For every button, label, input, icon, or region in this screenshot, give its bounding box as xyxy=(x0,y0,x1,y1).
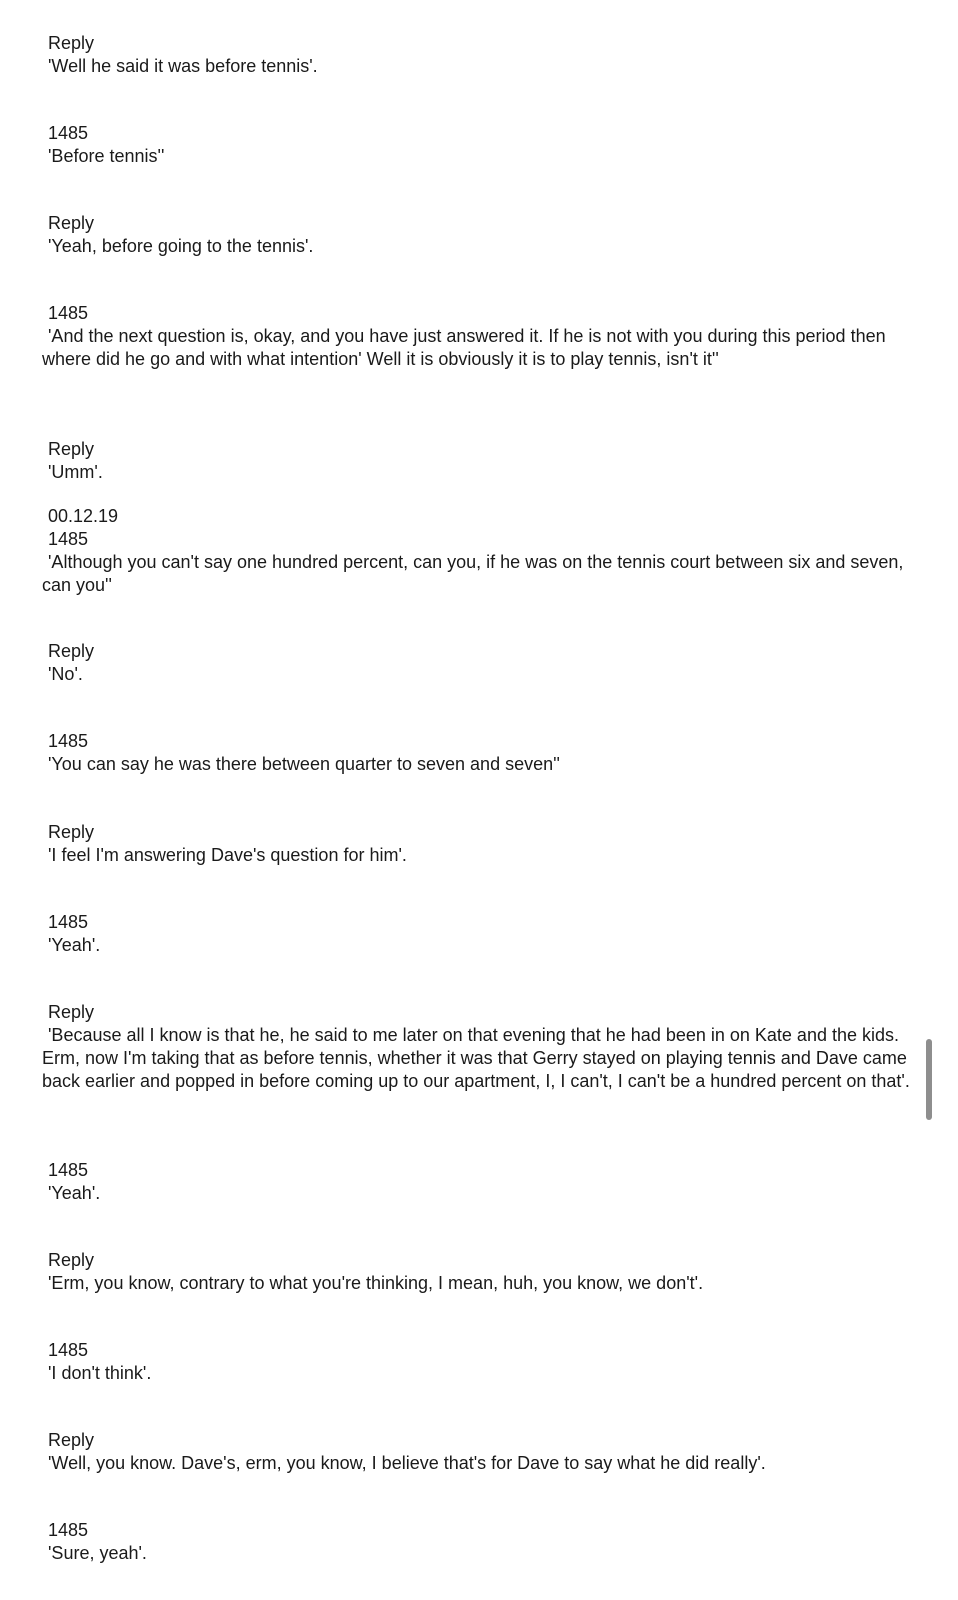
transcript-entry xyxy=(42,911,912,957)
speaker-label: Reply xyxy=(48,822,95,842)
transcript-entry xyxy=(42,1159,912,1205)
speaker-label: 1485 xyxy=(48,529,89,549)
entry-text: 'Before tennis'' xyxy=(48,146,165,166)
speaker-label: Reply xyxy=(48,33,95,53)
entry-text: 'Well he said it was before tennis'. xyxy=(48,56,318,76)
entry-text: 'Sure, yeah'. xyxy=(48,1543,147,1563)
transcript-entry xyxy=(42,438,912,484)
transcript-entry xyxy=(42,1339,912,1385)
transcript-entry xyxy=(42,1429,912,1475)
transcript-entry xyxy=(42,640,912,686)
transcript-entry xyxy=(42,821,912,867)
speaker-label: Reply xyxy=(48,641,95,661)
transcript-entry xyxy=(42,212,912,258)
entry-text: 'Well, you know. Dave's, erm, you know, I believe that's for Dave to say what he did really'. xyxy=(48,1453,766,1473)
entry-text: 'Yeah, before going to the tennis'. xyxy=(48,236,314,256)
speaker-label: 1485 xyxy=(48,1160,89,1180)
transcript-entry xyxy=(42,1519,912,1565)
transcript-entry xyxy=(42,1249,912,1295)
speaker-label: Reply xyxy=(48,1250,95,1270)
speaker-label: 1485 xyxy=(48,912,89,932)
transcript-entry xyxy=(42,730,912,776)
transcript-entry xyxy=(42,1001,912,1093)
transcript-entry xyxy=(42,122,912,168)
entry-text: 'Yeah'. xyxy=(48,935,101,955)
speaker-label: 1485 xyxy=(48,303,89,323)
entry-text: 'I feel I'm answering Dave's question for him'. xyxy=(48,845,407,865)
entry-text: 'And the next question is, okay, and you have just answered it. If he is not with you during this period then where did he go and with what intention' Well it is obviously it is to play tennis, isn't it'' xyxy=(42,326,886,369)
entry-text: 'No'. xyxy=(48,664,83,684)
speaker-label: 1485 xyxy=(48,1520,89,1540)
speaker-label: 1485 xyxy=(48,123,89,143)
speaker-label: Reply xyxy=(48,213,95,233)
entry-text: 'Umm'. xyxy=(48,462,103,482)
speaker-label: 1485 xyxy=(48,1340,89,1360)
scrollbar-thumb[interactable] xyxy=(926,1039,932,1120)
entry-text: 'Erm, you know, contrary to what you're thinking, I mean, huh, you know, we don't'. xyxy=(48,1273,704,1293)
entry-text: 'I don't think'. xyxy=(48,1363,152,1383)
entry-text: 'You can say he was there between quarter to seven and seven'' xyxy=(48,754,560,774)
entry-text: 'Because all I know is that he, he said to me later on that evening that he had been in on Kate and the kids. Erm, now I'm taking that as before tennis, whether it was that Gerry stayed on playing tennis and Dave came back earlier and popped in before coming up to our apartment, I, I can't, I can't be a hundred percent on that'. xyxy=(42,1025,910,1091)
transcript-entry xyxy=(42,505,912,597)
transcript-entry xyxy=(42,32,912,78)
speaker-label: 1485 xyxy=(48,731,89,751)
entry-text: 'Although you can't say one hundred percent, can you, if he was on the tennis court between six and seven, can you'' xyxy=(42,552,904,595)
entry-text: 'Yeah'. xyxy=(48,1183,101,1203)
speaker-label: Reply xyxy=(48,1430,95,1450)
speaker-label: Reply xyxy=(48,439,95,459)
speaker-label: Reply xyxy=(48,1002,95,1022)
entry-timestamp: 00.12.19 xyxy=(48,506,119,526)
transcript-entry xyxy=(42,302,912,371)
